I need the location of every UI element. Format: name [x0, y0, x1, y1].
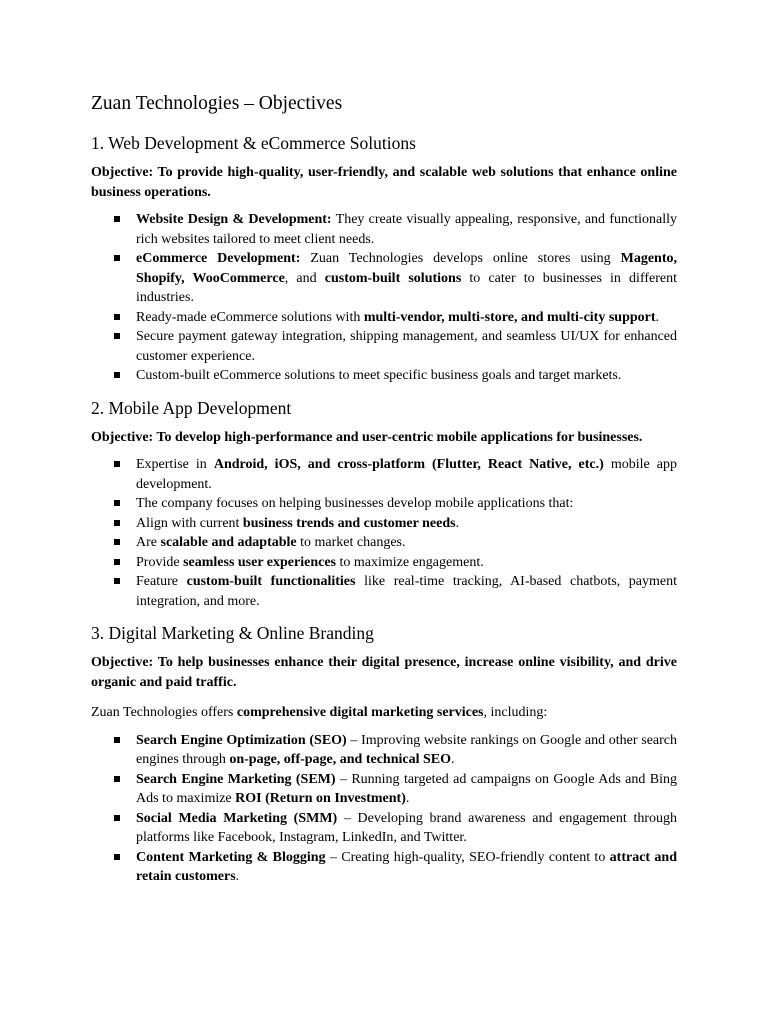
bold-text: Content Marketing & Blogging [136, 849, 326, 865]
bold-text: custom-built functionalities [186, 574, 356, 589]
bullet-list [91, 210, 677, 386]
list-item: eCommerce Development: Zuan Technologies develops online stores using Magento, Shopify, WooCommerce, and custom-built solutions to cater to businesses in different industries. [91, 249, 677, 308]
section-objective: Objective: To help businesses enhance their digital presence, increase online visibility, and drive organic and paid traffic. [91, 655, 677, 690]
bold-text: eCommerce Development: [136, 251, 301, 266]
list-item: Search Engine Marketing (SEM) – Running targeted ad campaigns on Google Ads and Bing Ads to maximize ROI (Return on Investment). [91, 770, 677, 809]
list-item: Feature custom-built functionalities like real-time tracking, AI-based chatbots, payment integration, and more. [91, 572, 677, 611]
bold-text: Magento, Shopify, WooCommerce [136, 251, 678, 286]
bold-text: Social Media Marketing (SMM) [136, 810, 338, 826]
list-item: Expertise in Android, iOS, and cross-platform (Flutter, React Native, etc.) mobile app development. [91, 455, 677, 494]
list-item: Are scalable and adaptable to market changes. [91, 533, 677, 553]
bold-text: scalable and adaptable [160, 535, 297, 550]
section-heading: 1. Web Development & eCommerce Solutions [91, 133, 416, 153]
section-digital-marketing [91, 622, 677, 887]
bold-text: business trends and customer needs [242, 515, 456, 531]
list-item: Website Design & Development: They create visually appealing, responsive, and functionally rich websites tailored to meet client needs. [91, 210, 677, 249]
list-item: Ready-made eCommerce solutions with multi-vendor, multi-store, and multi-city support. [91, 308, 677, 328]
list-item: Social Media Marketing (SMM) – Developing brand awareness and engagement through platforms like Facebook, Instagram, LinkedIn, and Twitter. [91, 809, 677, 848]
section-intro: Zuan Technologies offers comprehensive digital marketing services, including: [91, 705, 548, 720]
section-heading: 3. Digital Marketing & Online Branding [91, 623, 374, 643]
bold-text: attract and retain customers [136, 849, 677, 884]
bold-text: multi-vendor, multi-store, and multi-city support [363, 309, 656, 325]
bold-text: Search Engine Marketing (SEM) [136, 771, 336, 787]
list-item: Custom-built eCommerce solutions to meet specific business goals and target markets. [91, 366, 677, 386]
list-item: Content Marketing & Blogging – Creating high-quality, SEO-friendly content to attract and retain customers. [91, 848, 677, 887]
list-item: Secure payment gateway integration, shipping management, and seamless UI/UX for enhanced customer experience. [91, 327, 677, 366]
section-mobile-app-development [91, 397, 677, 612]
section-objective: Objective: To provide high-quality, user-friendly, and scalable web solutions that enhance online business operations. [91, 165, 677, 200]
bullet-list [91, 455, 677, 611]
list-item: The company focuses on helping businesses develop mobile applications that: [91, 494, 677, 514]
bold-text: Website Design & Development: [136, 212, 332, 227]
section-objective: Objective: To develop high-performance and user-centric mobile applications for businesses. [91, 429, 643, 445]
document-title: Zuan Technologies – Objectives [91, 93, 343, 114]
section-heading: 2. Mobile App Development [91, 397, 292, 418]
section-web-development [91, 132, 677, 386]
bold-text: seamless user experiences [183, 554, 336, 570]
list-item: Provide seamless user experiences to maximize engagement. [91, 553, 677, 573]
bold-text: ROI (Return on Investment) [235, 791, 406, 806]
list-item: Align with current business trends and customer needs. [91, 514, 677, 534]
bold-text: Search Engine Optimization (SEO) [136, 732, 347, 748]
bold-text: Android, iOS, and cross-platform (Flutter, React Native, etc.) [213, 457, 604, 472]
bold-text: comprehensive digital marketing services [236, 705, 484, 720]
bold-text: custom-built solutions [324, 270, 462, 286]
list-item: Search Engine Optimization (SEO) – Improving website rankings on Google and other search engines through on-page, off-page, and technical SEO. [91, 731, 677, 770]
bold-text: on-page, off-page, and technical SEO [229, 752, 452, 767]
bullet-list [91, 731, 677, 887]
